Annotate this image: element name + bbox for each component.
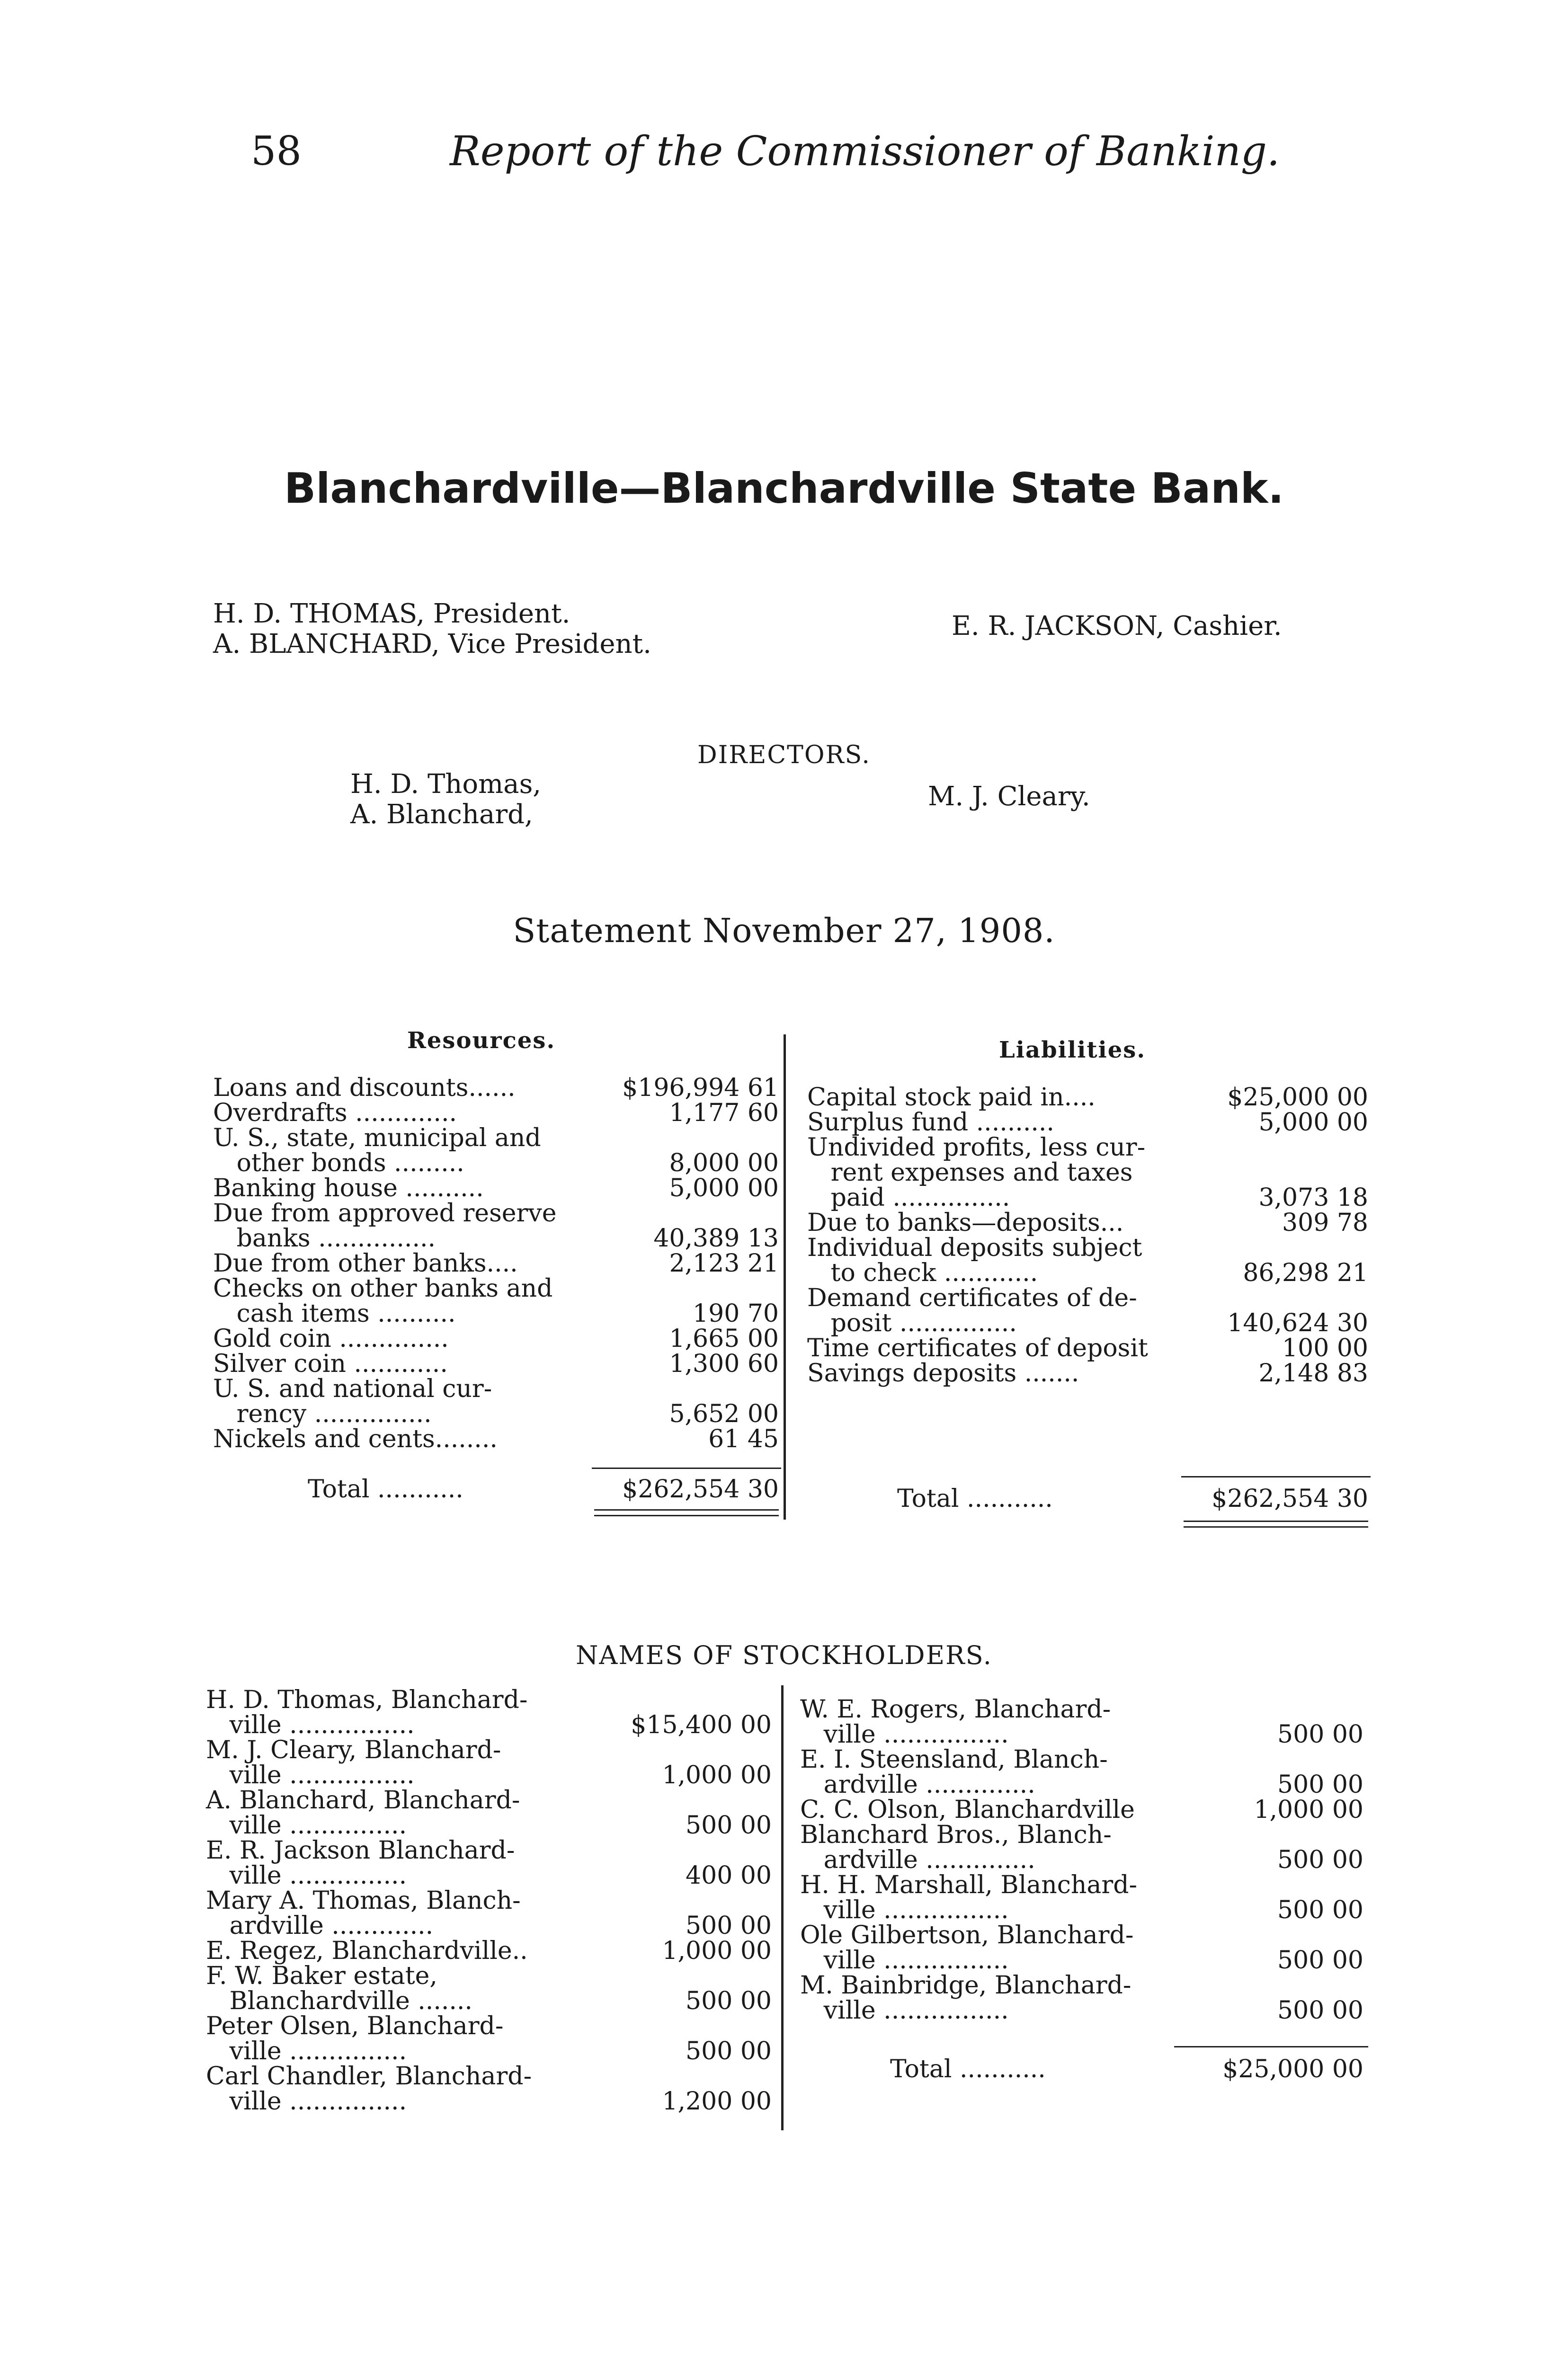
stockholders-divider — [781, 1685, 784, 2130]
resources-table — [213, 1076, 781, 1452]
liabilities-heading: Liabilities. — [999, 1037, 1146, 1063]
liability-row — [807, 1286, 1375, 1311]
resource-amount: 190 70 — [693, 1299, 779, 1328]
resource-label: Gold coin .............. — [213, 1325, 449, 1353]
stockholder-name — [206, 1838, 779, 1863]
resource-row — [213, 1226, 781, 1251]
stockholder-amount: 500 00 — [686, 1912, 772, 1940]
officer-vice-president: A. BLANCHARD, Vice President. — [213, 629, 651, 659]
page-number: 58 — [251, 128, 302, 174]
stockholder-line: ville ................ — [206, 1711, 415, 1739]
director-name: H. D. Thomas, — [350, 769, 542, 800]
stockholder-line: Blanchardville ....... — [206, 1987, 472, 2015]
stockholder-line: M. J. Cleary, Blanchard- — [206, 1736, 501, 1764]
directors-heading: DIRECTORS. — [697, 741, 871, 769]
stockholder-amount: 500 00 — [686, 1987, 772, 2015]
resource-amount: $196,994 61 — [622, 1074, 779, 1102]
stockholder-amount: 1,200 00 — [662, 2087, 772, 2116]
liability-row — [807, 1135, 1375, 1160]
resources-total-rule — [592, 1468, 781, 1469]
resource-label: Checks on other banks and — [213, 1274, 553, 1303]
stockholder-line: ville ................ — [206, 1761, 415, 1789]
stockholder-row — [800, 1948, 1373, 1973]
resource-row — [213, 1402, 781, 1427]
stockholder-line: Peter Olsen, Blanchard- — [206, 2012, 504, 2040]
resource-amount: 2,123 21 — [669, 1249, 779, 1278]
stockholder-row — [800, 1772, 1373, 1797]
column-divider — [784, 1034, 786, 1520]
resource-label: U. S., state, municipal and — [213, 1124, 541, 1152]
resource-amount: 5,000 00 — [669, 1174, 779, 1202]
running-title: Report of the Commissioner of Banking. — [450, 128, 1280, 175]
liability-label: Savings deposits ....... — [807, 1359, 1079, 1388]
total-row — [897, 1486, 1375, 1512]
stockholder-name — [800, 1823, 1373, 1848]
liability-amount: 309 78 — [1282, 1209, 1368, 1237]
stockholder-line: A. Blanchard, Blanchard- — [206, 1786, 520, 1815]
stockholders-left — [206, 1688, 779, 2114]
resource-label: Silver coin ............ — [213, 1350, 448, 1378]
stockholder-row — [206, 2039, 779, 2064]
stockholder-line: ville ............... — [206, 1861, 407, 1890]
stockholder-line: Ole Gilbertson, Blanchard- — [800, 1921, 1134, 1949]
stockholders-total-row — [890, 2057, 1368, 2082]
liability-row — [807, 1160, 1375, 1185]
stockholder-line: ville ............... — [206, 1811, 407, 1840]
liability-label: Due to banks—deposits... — [807, 1209, 1124, 1237]
stockholder-amount: 500 00 — [1277, 1996, 1363, 2025]
resources-double-rule — [594, 1515, 779, 1516]
stockholder-line: Mary A. Thomas, Blanch- — [206, 1886, 521, 1915]
stockholder-line: ville ................ — [800, 1996, 1009, 2025]
stockholder-line: H. D. Thomas, Blanchard- — [206, 1686, 528, 1714]
stockholder-amount: 500 00 — [1277, 1771, 1363, 1799]
total-row — [308, 1477, 781, 1502]
liability-row — [807, 1261, 1375, 1286]
liability-row — [807, 1085, 1375, 1110]
liability-label: rent expenses and taxes — [807, 1158, 1133, 1187]
liabilities-double-rule — [1184, 1521, 1368, 1522]
resource-row — [213, 1201, 781, 1226]
stockholder-row — [206, 1989, 779, 2014]
stockholder-name — [206, 1888, 779, 1913]
liability-amount: $25,000 00 — [1227, 1083, 1368, 1112]
liability-label: Time certificates of deposit — [807, 1334, 1148, 1362]
liability-label: Individual deposits subject — [807, 1234, 1142, 1262]
liabilities-total-row — [897, 1486, 1375, 1512]
liability-row — [807, 1236, 1375, 1261]
resource-amount: 61 45 — [708, 1425, 779, 1453]
stockholder-line: ville ................ — [800, 1720, 1009, 1749]
liability-row — [807, 1110, 1375, 1135]
stockholder-amount: 1,000 00 — [662, 1937, 772, 1965]
resource-amount: 5,652 00 — [669, 1400, 779, 1428]
liability-amount: 2,148 83 — [1258, 1359, 1368, 1388]
stockholder-line: ardville ............. — [206, 1912, 434, 1940]
stockholder-name — [206, 1788, 779, 1813]
stockholder-amount: 400 00 — [686, 1861, 772, 1890]
resource-row — [213, 1301, 781, 1326]
stockholder-name — [206, 1738, 779, 1763]
stockholders-total-label: Total ........... — [890, 2055, 1046, 2083]
stockholder-name — [800, 1973, 1373, 1998]
stockholder-line: E. R. Jackson Blanchard- — [206, 1836, 515, 1865]
liability-label: Undivided profits, less cur- — [807, 1133, 1146, 1162]
stockholder-line: E. I. Steensland, Blanch- — [800, 1745, 1108, 1774]
stockholders-heading: NAMES OF STOCKHOLDERS. — [576, 1640, 992, 1670]
stockholder-row — [206, 1813, 779, 1838]
stockholders-right — [800, 1697, 1373, 2023]
resource-row — [213, 1101, 781, 1126]
liabilities-table — [807, 1085, 1375, 1386]
resource-amount: 40,389 13 — [653, 1224, 779, 1253]
resource-label: U. S. and national cur- — [213, 1375, 492, 1403]
liability-row — [807, 1361, 1375, 1386]
stockholder-name — [800, 1923, 1373, 1948]
liability-label: to check ............ — [807, 1259, 1038, 1287]
liability-label: Demand certificates of de- — [807, 1284, 1137, 1312]
stockholder-amount: 500 00 — [1277, 1946, 1363, 1975]
officers-left — [213, 599, 651, 659]
liability-row — [807, 1185, 1375, 1210]
liability-row — [807, 1336, 1375, 1361]
resource-row — [213, 1151, 781, 1176]
resource-label: banks ............... — [213, 1224, 436, 1253]
resource-label: rency ............... — [213, 1400, 432, 1428]
resource-amount: 1,665 00 — [669, 1325, 779, 1353]
statement-date: Statement November 27, 1908. — [513, 911, 1055, 950]
resource-row — [213, 1352, 781, 1377]
stockholder-name — [206, 1964, 779, 1989]
stockholder-line: Blanchard Bros., Blanch- — [800, 1821, 1112, 1849]
resource-label: Loans and discounts...... — [213, 1074, 516, 1102]
stockholder-row — [800, 1898, 1373, 1923]
resource-label: Banking house .......... — [213, 1174, 484, 1202]
stockholder-line: E. Regez, Blanchardville.. — [206, 1937, 528, 1965]
resource-label: Nickels and cents........ — [213, 1425, 498, 1453]
stockholder-row — [800, 1797, 1373, 1823]
resource-row — [213, 1326, 781, 1352]
resources-double-rule — [594, 1509, 779, 1511]
resource-row — [213, 1427, 781, 1452]
stockholder-row — [206, 1863, 779, 1888]
stockholder-name — [206, 1688, 779, 1713]
stockholder-name — [800, 1873, 1373, 1898]
liabilities-total-label: Total ........... — [897, 1485, 1053, 1513]
stockholder-row — [206, 1939, 779, 1964]
stockholder-amount: 500 00 — [1277, 1896, 1363, 1924]
stockholder-row — [800, 1722, 1373, 1747]
director-name: M. J. Cleary. — [928, 781, 1090, 812]
liability-row — [807, 1311, 1375, 1336]
stockholder-line: ardville .............. — [800, 1771, 1035, 1799]
resource-amount: 1,300 60 — [669, 1350, 779, 1378]
liability-label: posit ............... — [807, 1309, 1017, 1337]
directors-left — [350, 769, 541, 830]
stockholders-total-amount: $25,000 00 — [1222, 2055, 1363, 2083]
stockholder-amount: 500 00 — [686, 1811, 772, 1840]
resources-total-amount: $262,554 30 — [622, 1475, 779, 1504]
resource-row — [213, 1377, 781, 1402]
resource-row — [213, 1251, 781, 1276]
liability-label: paid ............... — [807, 1184, 1010, 1212]
stockholder-amount: 500 00 — [686, 2037, 772, 2065]
liability-amount: 3,073 18 — [1258, 1184, 1368, 1212]
resource-row — [213, 1176, 781, 1201]
total-row — [890, 2057, 1368, 2082]
stockholder-amount: 1,000 00 — [662, 1761, 772, 1789]
stockholder-line: W. E. Rogers, Blanchard- — [800, 1695, 1111, 1724]
liability-amount: 140,624 30 — [1227, 1309, 1368, 1337]
liability-label: Capital stock paid in.... — [807, 1083, 1096, 1112]
director-name: A. Blanchard, — [350, 799, 533, 830]
liabilities-total-amount: $262,554 30 — [1212, 1485, 1368, 1513]
resource-row — [213, 1076, 781, 1101]
stockholder-line: ardville .............. — [800, 1846, 1035, 1874]
resources-total-row — [308, 1477, 781, 1502]
resources-total-label: Total ........... — [308, 1475, 463, 1504]
stockholder-amount: $15,400 00 — [631, 1711, 772, 1739]
resource-row — [213, 1126, 781, 1151]
officer-cashier: E. R. JACKSON, Cashier. — [952, 611, 1282, 641]
resource-amount: 8,000 00 — [669, 1149, 779, 1177]
bank-title: Blanchardville—Blanchardville State Bank. — [284, 464, 1284, 513]
stockholder-row — [800, 1998, 1373, 2023]
resource-amount: 1,177 60 — [669, 1099, 779, 1127]
stockholder-row — [206, 1713, 779, 1738]
stockholders-total-rule — [1174, 2046, 1368, 2047]
liability-label: Surplus fund .......... — [807, 1108, 1054, 1137]
stockholder-amount: 500 00 — [1277, 1846, 1363, 1874]
liabilities-total-rule — [1181, 1476, 1371, 1477]
liabilities-double-rule — [1184, 1526, 1368, 1528]
stockholder-line: ville ............... — [206, 2087, 407, 2116]
stockholder-line: ville ................ — [800, 1946, 1009, 1975]
stockholder-row — [206, 2089, 779, 2114]
resource-label: Due from approved reserve — [213, 1199, 557, 1228]
stockholder-name — [206, 2014, 779, 2039]
stockholder-name — [206, 2064, 779, 2089]
stockholder-line: M. Bainbridge, Blanchard- — [800, 1971, 1131, 2000]
resource-label: Due from other banks.... — [213, 1249, 518, 1278]
stockholder-name — [800, 1747, 1373, 1772]
resource-label: Overdrafts ............. — [213, 1099, 457, 1127]
liability-amount: 5,000 00 — [1258, 1108, 1368, 1137]
liability-amount: 86,298 21 — [1243, 1259, 1368, 1287]
stockholder-row — [206, 1913, 779, 1939]
resource-label: cash items .......... — [213, 1299, 456, 1328]
stockholder-line: Carl Chandler, Blanchard- — [206, 2062, 532, 2091]
stockholder-line: ville ............... — [206, 2037, 407, 2065]
stockholder-line: F. W. Baker estate, — [206, 1962, 437, 1990]
stockholder-amount: 1,000 00 — [1254, 1796, 1363, 1824]
liability-row — [807, 1210, 1375, 1236]
stockholder-amount: 500 00 — [1277, 1720, 1363, 1749]
stockholder-name — [800, 1697, 1373, 1722]
resource-row — [213, 1276, 781, 1301]
stockholder-line: H. H. Marshall, Blanchard- — [800, 1871, 1138, 1899]
resource-label: other bonds ......... — [213, 1149, 464, 1177]
resources-heading: Resources. — [407, 1027, 556, 1054]
stockholder-line: ville ................ — [800, 1896, 1009, 1924]
officer-president: H. D. THOMAS, President. — [213, 598, 570, 629]
stockholder-row — [800, 1848, 1373, 1873]
stockholder-line: C. C. Olson, Blanchardville — [800, 1796, 1135, 1824]
stockholder-row — [206, 1763, 779, 1788]
liability-amount: 100 00 — [1282, 1334, 1368, 1362]
